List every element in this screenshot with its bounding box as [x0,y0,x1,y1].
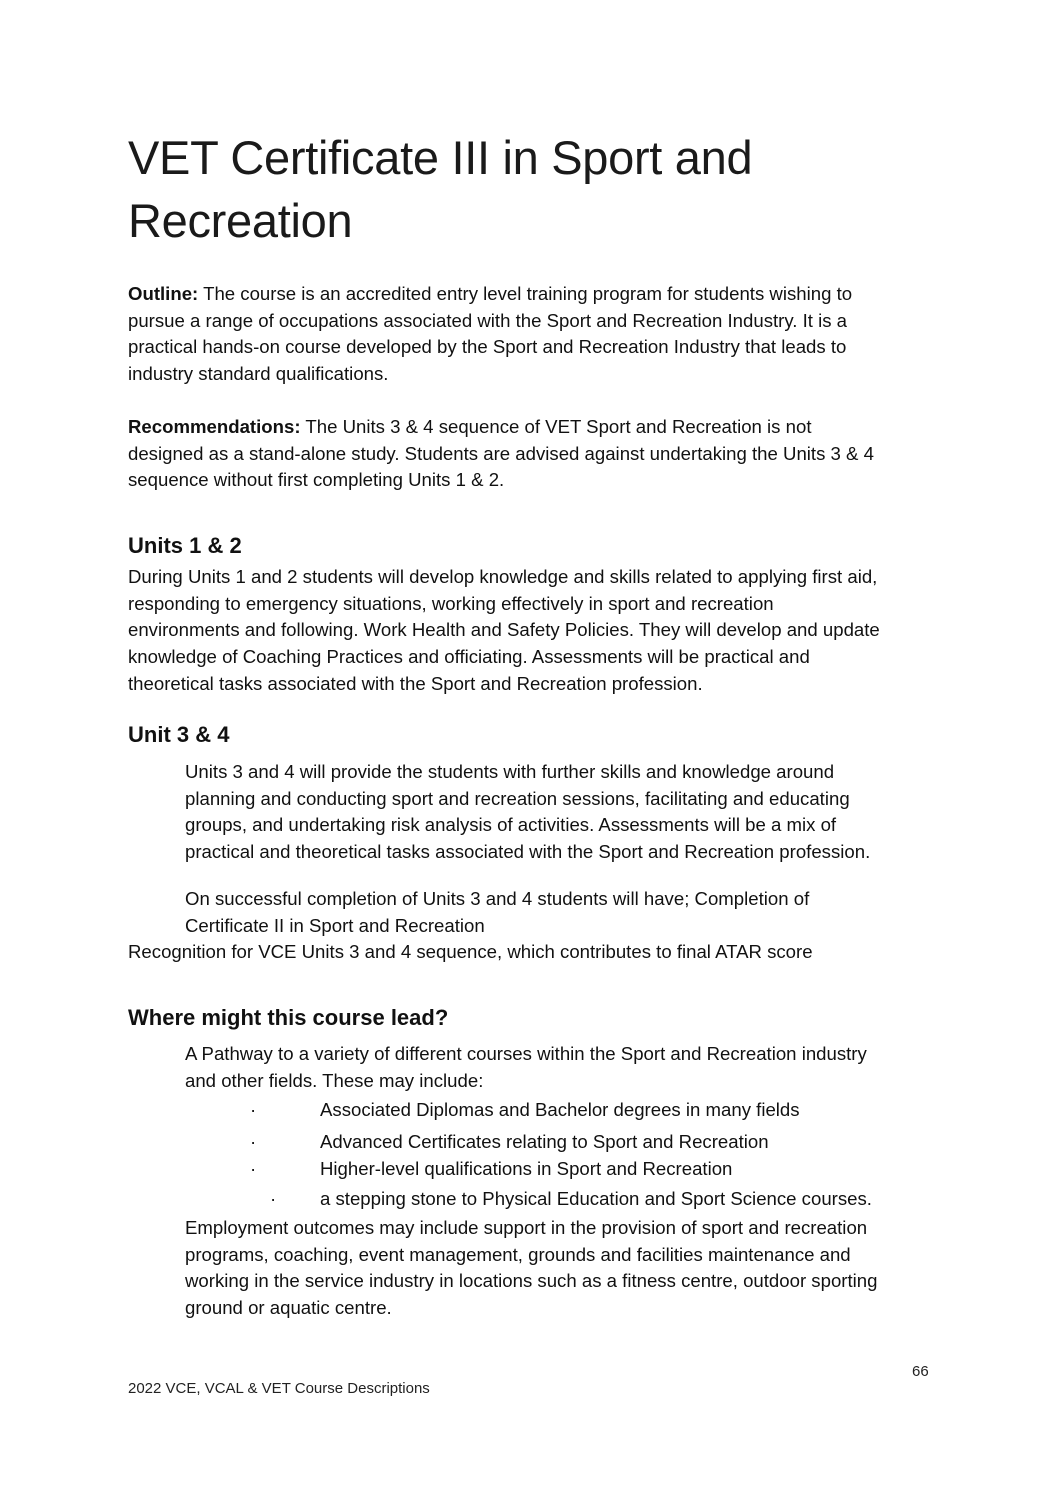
title-line: VET Certificate III in Sport and [128,131,753,184]
unit-3-4-paragraph [185,759,870,866]
text-line: knowledge of Coaching Practices and officiating. Assessments will be practical and [128,646,810,668]
recommendations-paragraph [128,414,874,494]
text-line: programs, coaching, event management, grounds and facilities maintenance and [185,1243,851,1265]
text-line: responding to emergency situations, working effectively in sport and recreation [128,592,774,614]
list-item: Advanced Certificates relating to Sport and Recreation [320,1131,769,1152]
text-line [128,281,852,308]
text-line: industry standard qualifications. [128,363,389,385]
text-line: Employment outcomes may include support in the provision of sport and recreation [185,1217,868,1238]
unit-3-4-completion [185,886,809,939]
bullet-icon: · [270,1188,277,1209]
course-lead-heading: Where might this course lead? [128,1005,449,1030]
text-line: Units 3 and 4 will provide the students with further skills and knowledge around [185,761,835,782]
text-line: On successful completion of Units 3 and 4 students will have; Completion of [185,888,810,909]
text-line: pursue a range of occupations associated with the Sport and Recreation Industry. It is a [128,309,848,331]
text-line: environments and following. Work Health and Safety Policies. They will develop and update [128,619,880,641]
page-number: 66 [912,1363,929,1380]
course-lead-intro [185,1041,867,1094]
outline-paragraph [128,281,852,388]
text-line: groups, and undertaking risk analysis of activities. Assessments will be a mix of [185,814,837,836]
list-item: Associated Diplomas and Bachelor degrees in many fields [320,1099,800,1120]
text-line: During Units 1 and 2 students will develop knowledge and skills related to applying first aid, [128,566,878,587]
text-line: designed as a stand-alone study. Students are advised against undertaking the Units 3 & 4 [128,442,874,464]
text-line: Certificate II in Sport and Recreation [185,914,485,936]
text-line: practical and theoretical tasks associated with the Sport and Recreation profession. [185,841,871,863]
text: The Units 3 & 4 sequence of VET Sport and Recreation is not [300,416,812,437]
page-title [128,126,752,252]
paragraph-label: Recommendations: [128,416,301,437]
text-line [128,414,874,441]
text-line: practical hands-on course developed by the Sport and Recreation Industry that leads to [128,336,847,358]
employment-paragraph [185,1215,877,1322]
text: The course is an accredited entry level training program for students wishing to [198,283,853,304]
bullet-icon: · [250,1099,257,1120]
text-line: theoretical tasks associated with the Sport and Recreation profession. [128,672,703,694]
text-line: working in the service industry in locations such as a fitness centre, outdoor sporting [185,1270,878,1292]
text-line: ground or aquatic centre. [185,1297,392,1319]
text-line: A Pathway to a variety of different courses within the Sport and Recreation industry [185,1043,867,1064]
text-line: planning and conducting sport and recreation sessions, facilitating and educating [185,787,850,809]
units-1-2-paragraph [128,564,880,698]
text-line: sequence without first completing Units 1 & 2. [128,469,505,491]
title-line: Recreation [128,194,353,247]
text-line: and other fields. These may include: [185,1069,484,1091]
unit-3-4-heading: Unit 3 & 4 [128,722,230,747]
list-item: a stepping stone to Physical Education and Sport Science courses. [320,1188,872,1209]
paragraph-label: Outline: [128,283,199,304]
footer-text: 2022 VCE, VCAL & VET Course Descriptions [128,1380,430,1397]
bullet-icon: · [250,1158,257,1179]
text-line: Recognition for VCE Units 3 and 4 sequence, which contributes to final ATAR score [128,941,813,962]
list-item: Higher-level qualifications in Sport and Recreation [320,1158,733,1179]
unit-3-4-recognition [128,939,813,966]
bullet-icon: · [250,1131,257,1152]
units-1-2-heading: Units 1 & 2 [128,533,242,558]
